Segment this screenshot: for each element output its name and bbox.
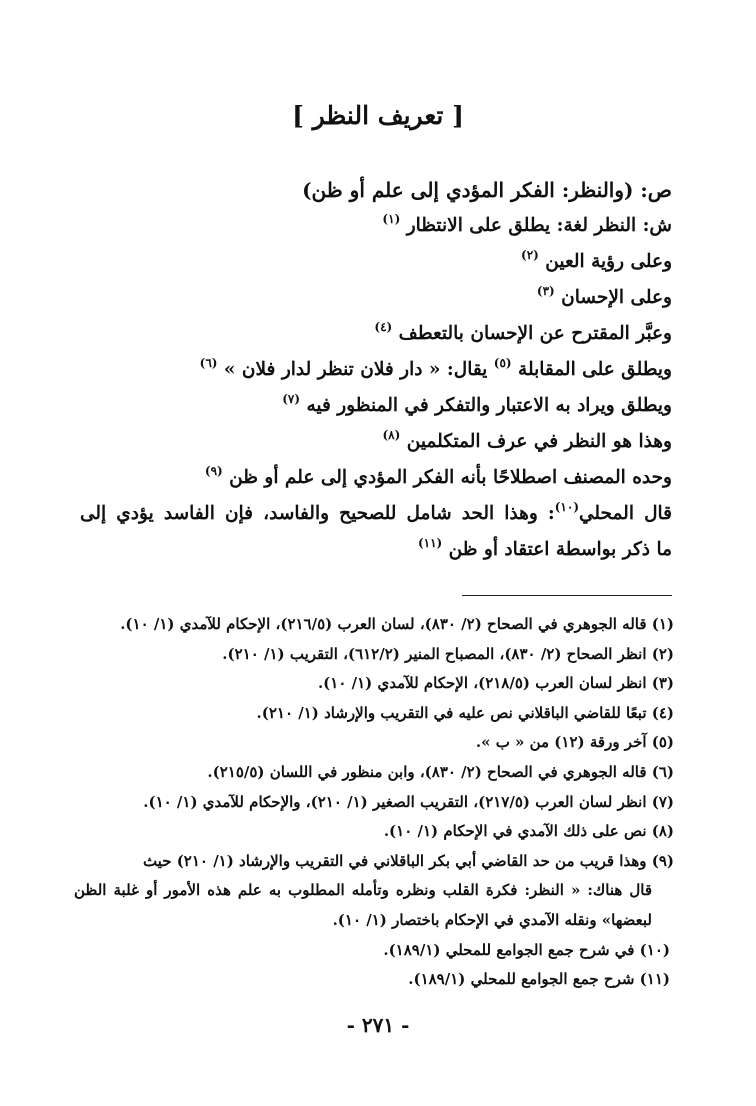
main-line-10-text-b: : وهذا الحد شامل للصحيح والفاسد، فإن الفاسد يؤدي إلى — [80, 503, 555, 524]
main-line-10 — [80, 496, 672, 532]
footnote-ref-2: (٢) — [521, 248, 539, 262]
main-line-11 — [80, 532, 672, 568]
footnote-2: (٢) انظر الصحاح (٢/ ٨٣٠)، المصباح المنير (٦١٢/٢)، التقريب (١/ ٢١٠). — [222, 644, 674, 663]
footnote-ref-6: (٦) — [199, 356, 218, 370]
main-line-8 — [80, 424, 672, 460]
footnote-ref-9: (٩) — [204, 464, 223, 478]
page-number: - ٢٧١ - — [346, 1013, 410, 1037]
main-line-6 — [80, 352, 672, 388]
footnotes — [74, 610, 674, 995]
main-line-5-text: وعبَّر المقترح عن الإحسان بالتعطف — [392, 323, 672, 344]
footnote-8: (٨) نص على ذلك الآمدي في الإحكام (١/ ١٠). — [383, 822, 674, 841]
main-line-4 — [80, 280, 672, 316]
main-line-7 — [80, 388, 672, 424]
main-line-8-text: وهذا هو النظر في عرف المتكلمين — [400, 431, 672, 452]
footnote-11: (١١) شرح جمع الجوامع للمحلي (١٨٩/١). — [408, 970, 670, 989]
main-line-9 — [80, 460, 672, 496]
footnote-3: (٣) انظر لسان العرب (٢١٨/٥)، الإحكام للآمدي (١/ ١٠). — [317, 674, 674, 693]
footnote-9-line-2: قال هناك: « النظر: فكرة القلب ونظره وتأمله المطلوب به علم هذه الأمور أو غلبة الظن — [74, 881, 652, 900]
main-line-7-text: ويطلق ويراد به الاعتبار والتفكر في المنظور فيه — [300, 395, 672, 416]
footnote-ref-8: (٨) — [382, 428, 401, 442]
footnote-ref-1: (١) — [382, 212, 401, 226]
main-line-4-text: وعلى الإحسان — [554, 287, 672, 308]
footnote-4: (٤) تبعًا للقاضي الباقلاني نص عليه في التقريب والإرشاد (١/ ٢١٠). — [256, 703, 674, 722]
main-line-3 — [80, 244, 672, 280]
main-line-2-text: ش: النظر لغة: يطلق على الانتظار — [400, 215, 672, 236]
footnote-ref-10: (١٠) — [554, 500, 579, 514]
footnote-ref-11: (١١) — [417, 536, 443, 550]
main-line-6-text-b: يقال: « دار فلان تنظر لدار فلان » — [217, 359, 494, 380]
footnote-7: (٧) انظر لسان العرب (٢١٧/٥)، التقريب الصغير (١/ ٢١٠)، والإحكام للآمدي (١/ ١٠). — [143, 792, 674, 811]
footnote-ref-5: (٥) — [493, 356, 512, 370]
main-text — [80, 172, 672, 568]
footnote-ref-7: (٧) — [282, 392, 301, 406]
footnote-ref-3: (٣) — [536, 284, 555, 298]
footnote-5: (٥) آخر ورقة (١٢) من « ب ». — [475, 733, 674, 752]
footnote-9-line-1: (٩) وهذا قريب من حد القاضي أبي بكر الباقلاني في التقريب والإرشاد (١/ ٢١٠) حيث — [142, 851, 674, 870]
main-line-3-text: وعلى رؤية العين — [538, 251, 672, 272]
main-line-11-text: ما ذكر بواسطة اعتقاد أو ظن — [442, 539, 672, 560]
main-line-6-text-a: ويطلق على المقابلة — [511, 359, 672, 380]
footnote-1: (١) قاله الجوهري في الصحاح (٢/ ٨٣٠)، لسان العرب (٢١٦/٥)، الإحكام للآمدي (١/ ١٠). — [120, 615, 674, 633]
main-line-5 — [80, 316, 672, 352]
main-line-2 — [80, 208, 672, 244]
footnote-ref-4: (٤) — [374, 320, 393, 334]
section-heading: [ تعريف النظر ] — [292, 101, 464, 130]
footnote-9-line-3: لبعضها» ونقله الآمدي في الإحكام باختصار (١/ ١٠). — [332, 910, 652, 929]
footnote-separator — [462, 595, 672, 596]
main-line-10-text-a: قال المحلي — [579, 503, 672, 524]
footnote-6: (٦) قاله الجوهري في الصحاح (٢/ ٨٣٠)، وابن منظور في اللسان (٢١٥/٥). — [207, 762, 674, 781]
main-line-1-text: ص: (والنظر: الفكر المؤدي إلى علم أو ظن) — [302, 178, 672, 202]
main-line-9-text: وحده المصنف اصطلاحًا بأنه الفكر المؤدي إلى علم أو ظن — [222, 467, 672, 488]
footnote-10: (١٠) في شرح جمع الجوامع للمحلي (١٨٩/١). — [383, 940, 670, 959]
main-line-1 — [80, 172, 672, 208]
